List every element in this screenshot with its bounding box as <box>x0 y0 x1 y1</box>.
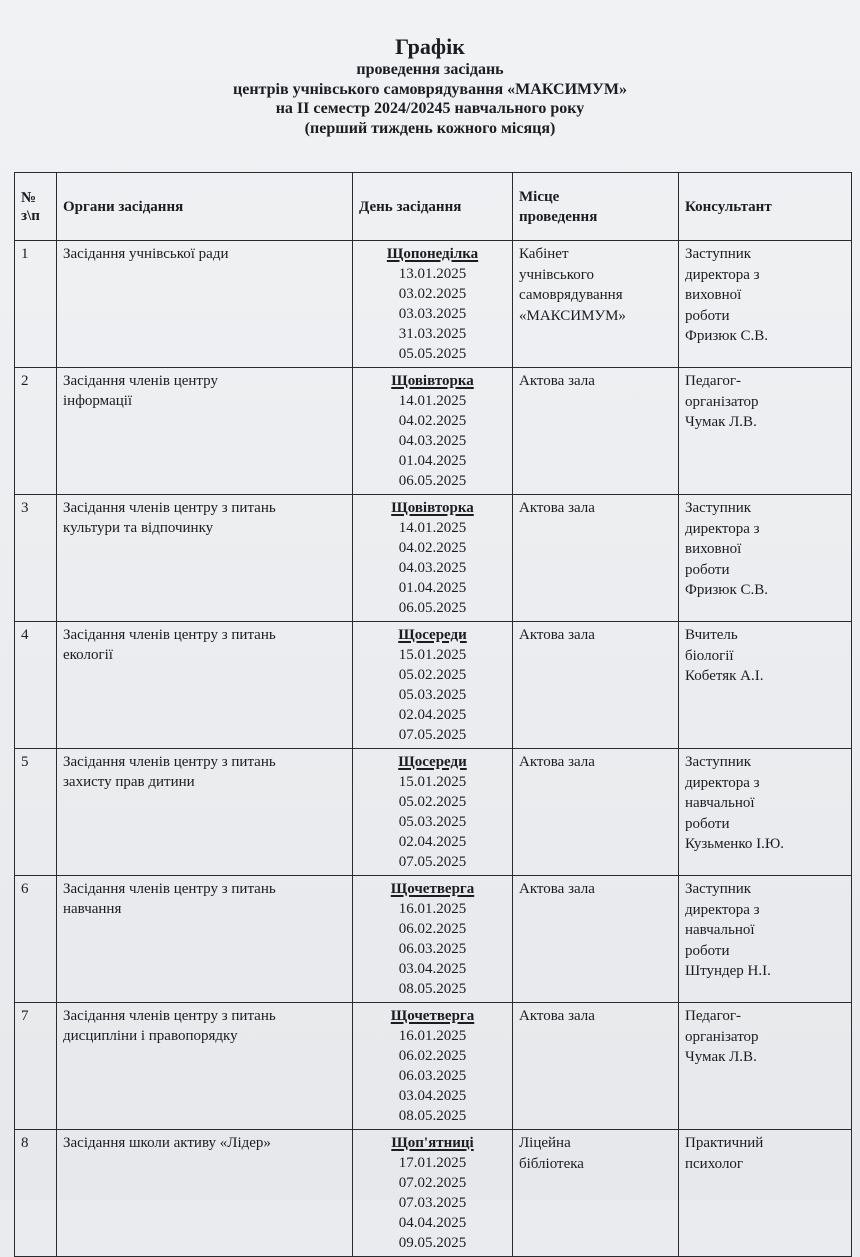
organ-cell <box>57 241 353 368</box>
meeting-date: 03.04.2025 <box>398 1088 467 1104</box>
consultant-line: директора з <box>685 901 760 918</box>
consultant-line: Кобетяк А.І. <box>685 668 764 684</box>
row-number: 4 <box>15 622 57 749</box>
consultant-cell <box>679 622 852 749</box>
place-line: Актова зала <box>519 627 595 643</box>
meeting-day-cell <box>353 1130 513 1257</box>
header-consultant: Консультант <box>679 173 852 241</box>
header-place-line: Місце <box>519 189 560 205</box>
place-line: Актова зала <box>519 373 595 389</box>
meeting-date: 08.05.2025 <box>398 981 467 997</box>
header-place <box>513 173 679 241</box>
table-row <box>15 749 852 876</box>
meeting-date: 17.01.2025 <box>398 1155 467 1171</box>
consultant-cell <box>679 368 852 495</box>
subtitle-line: на ІІ семестр 2024/20245 навчального року <box>275 100 585 117</box>
row-number: 1 <box>15 241 57 368</box>
header-number-line: з\п <box>21 208 40 224</box>
document-heading <box>0 34 860 138</box>
place-line: Актова зала <box>519 881 595 897</box>
weekday-label: Щосереди <box>398 754 467 770</box>
table-header-row <box>15 173 852 241</box>
meeting-date: 05.02.2025 <box>398 667 467 683</box>
organ-line: Засідання школи активу «Лідер» <box>63 1135 271 1151</box>
consultant-line: організатор <box>685 1028 759 1045</box>
consultant-line: виховної <box>685 287 742 303</box>
meeting-date: 05.03.2025 <box>398 814 467 830</box>
header-place-line: проведення <box>519 209 598 225</box>
organ-line: Засідання учнівської ради <box>63 246 229 262</box>
header-day: День засідання <box>353 173 513 241</box>
table-body <box>15 241 852 1257</box>
consultant-line: виховної <box>685 541 742 557</box>
meeting-date: 15.01.2025 <box>398 774 467 790</box>
meeting-date: 16.01.2025 <box>398 901 467 917</box>
consultant-line: навчальної <box>685 795 755 811</box>
place-line: «МАКСИМУМ» <box>519 307 626 324</box>
subtitle-line: центрів учнівського самоврядування «МАКСИМУМ» <box>233 80 627 98</box>
meeting-date: 04.03.2025 <box>398 433 467 449</box>
organ-line: Засідання членів центру з питань <box>63 500 276 516</box>
meeting-day-cell <box>353 368 513 495</box>
table-row <box>15 1130 852 1257</box>
meeting-date: 05.05.2025 <box>398 346 467 362</box>
consultant-line: Фризюк С.В. <box>685 582 769 598</box>
meeting-date: 05.03.2025 <box>398 687 467 703</box>
organ-cell <box>57 876 353 1003</box>
place-line: самоврядування <box>519 287 623 303</box>
meeting-date: 06.02.2025 <box>398 1048 467 1064</box>
weekday-label: Щосереди <box>398 627 467 643</box>
organ-line: екології <box>63 647 113 663</box>
meeting-date: 01.04.2025 <box>398 580 467 596</box>
consultant-line: Педагог- <box>685 1008 742 1024</box>
meeting-date: 13.01.2025 <box>398 266 467 282</box>
organ-line: дисципліни і правопорядку <box>63 1028 238 1044</box>
weekday-label: Щовівторка <box>391 500 474 516</box>
consultant-cell <box>679 1003 852 1130</box>
meeting-date: 04.04.2025 <box>398 1215 467 1231</box>
place-line: Актова зала <box>519 1008 595 1024</box>
table-row <box>15 495 852 622</box>
meeting-date: 07.05.2025 <box>398 727 467 743</box>
place-cell <box>513 1003 679 1130</box>
consultant-line: навчальної <box>685 922 755 938</box>
consultant-line: біології <box>685 647 734 664</box>
place-line: учнівського <box>519 266 595 283</box>
meeting-date: 06.05.2025 <box>398 473 467 489</box>
place-cell <box>513 368 679 495</box>
meeting-date: 03.02.2025 <box>398 286 467 302</box>
table-row <box>15 1003 852 1130</box>
organ-line: навчання <box>63 901 122 917</box>
meeting-date: 03.04.2025 <box>398 961 467 977</box>
organ-cell <box>57 495 353 622</box>
meeting-date: 14.01.2025 <box>398 393 467 409</box>
consultant-cell <box>679 495 852 622</box>
subtitle-line: (перший тиждень кожного місяця) <box>304 119 556 137</box>
consultant-cell <box>679 749 852 876</box>
meeting-date: 03.03.2025 <box>398 306 467 322</box>
meeting-date: 16.01.2025 <box>398 1028 467 1044</box>
organ-line: захисту прав дитини <box>63 774 195 790</box>
place-line: Актова зала <box>519 754 595 770</box>
meeting-date: 06.03.2025 <box>398 941 467 957</box>
meeting-day-cell <box>353 749 513 876</box>
consultant-cell <box>679 876 852 1003</box>
header-number <box>15 173 57 241</box>
meeting-date: 14.01.2025 <box>398 520 467 536</box>
consultant-line: Практичний <box>685 1135 764 1151</box>
consultant-line: Заступник <box>685 754 752 770</box>
meeting-date: 06.03.2025 <box>398 1068 467 1084</box>
table-row <box>15 368 852 495</box>
table-row <box>15 622 852 749</box>
header-organ: Органи засідання <box>57 173 353 241</box>
weekday-label: Щочетверга <box>390 1008 475 1024</box>
meeting-day-cell <box>353 495 513 622</box>
place-cell <box>513 749 679 876</box>
consultant-line: роботи <box>685 561 730 578</box>
meeting-date: 04.02.2025 <box>398 540 467 556</box>
header-number-line: № <box>21 190 37 206</box>
consultant-line: Педагог- <box>685 373 742 389</box>
organ-line: культури та відпочинку <box>63 520 214 536</box>
organ-line: Засідання членів центру <box>63 373 218 389</box>
weekday-label: Щовівторка <box>391 373 474 389</box>
schedule-table <box>14 172 852 1257</box>
place-cell <box>513 1130 679 1257</box>
place-cell <box>513 495 679 622</box>
consultant-line: роботи <box>685 815 730 832</box>
meeting-date: 04.02.2025 <box>398 413 467 429</box>
organ-line: інформації <box>63 393 133 409</box>
meeting-date: 02.04.2025 <box>398 834 467 850</box>
consultant-line: директора з <box>685 520 760 537</box>
meeting-date: 07.02.2025 <box>398 1175 467 1191</box>
meeting-day-cell <box>353 241 513 368</box>
organ-cell <box>57 622 353 749</box>
meeting-date: 07.03.2025 <box>398 1195 467 1211</box>
meeting-date: 06.02.2025 <box>398 921 467 937</box>
meeting-date: 06.05.2025 <box>398 600 467 616</box>
consultant-line: роботи <box>685 307 730 324</box>
row-number: 7 <box>15 1003 57 1130</box>
table-row <box>15 241 852 368</box>
consultant-line: Кузьменко І.Ю. <box>685 836 785 852</box>
consultant-line: Фризюк С.В. <box>685 328 769 344</box>
meeting-date: 01.04.2025 <box>398 453 467 469</box>
meeting-day-cell <box>353 622 513 749</box>
meeting-date: 05.02.2025 <box>398 794 467 810</box>
organ-line: Засідання членів центру з питань <box>63 627 276 643</box>
place-line: бібліотека <box>519 1155 584 1172</box>
meeting-day-cell <box>353 876 513 1003</box>
meeting-date: 04.03.2025 <box>398 560 467 576</box>
consultant-line: директора з <box>685 774 760 791</box>
place-line: Ліцейна <box>519 1135 571 1151</box>
meeting-date: 31.03.2025 <box>398 326 467 342</box>
organ-cell <box>57 749 353 876</box>
meeting-date: 09.05.2025 <box>398 1235 467 1251</box>
row-number: 2 <box>15 368 57 495</box>
meeting-date: 07.05.2025 <box>398 854 467 870</box>
row-number: 8 <box>15 1130 57 1257</box>
place-line: Актова зала <box>519 500 595 516</box>
weekday-label: Щопонеділка <box>386 246 479 262</box>
consultant-cell <box>679 241 852 368</box>
meeting-date: 02.04.2025 <box>398 707 467 723</box>
place-cell <box>513 241 679 368</box>
document-title: Графік <box>395 34 465 59</box>
organ-line: Засідання членів центру з питань <box>63 881 276 897</box>
organ-cell <box>57 368 353 495</box>
organ-line: Засідання членів центру з питань <box>63 1008 276 1024</box>
place-line: Кабінет <box>519 246 569 262</box>
organ-cell <box>57 1003 353 1130</box>
meeting-day-cell <box>353 1003 513 1130</box>
consultant-line: роботи <box>685 942 730 959</box>
weekday-label: Щоп'ятниці <box>391 1135 474 1151</box>
consultant-line: директора з <box>685 266 760 283</box>
row-number: 6 <box>15 876 57 1003</box>
consultant-line: організатор <box>685 393 759 410</box>
row-number: 3 <box>15 495 57 622</box>
consultant-line: психолог <box>685 1155 744 1172</box>
consultant-line: Вчитель <box>685 627 738 643</box>
place-cell <box>513 876 679 1003</box>
consultant-line: Заступник <box>685 881 752 897</box>
meeting-date: 08.05.2025 <box>398 1108 467 1124</box>
row-number: 5 <box>15 749 57 876</box>
consultant-line: Заступник <box>685 246 752 262</box>
table-row <box>15 876 852 1003</box>
organ-line: Засідання членів центру з питань <box>63 754 276 770</box>
meeting-date: 15.01.2025 <box>398 647 467 663</box>
consultant-line: Чумак Л.В. <box>685 414 757 430</box>
consultant-line: Заступник <box>685 500 752 516</box>
consultant-line: Штундер Н.І. <box>685 963 771 979</box>
organ-cell <box>57 1130 353 1257</box>
consultant-cell <box>679 1130 852 1257</box>
place-cell <box>513 622 679 749</box>
consultant-line: Чумак Л.В. <box>685 1049 757 1065</box>
weekday-label: Щочетверга <box>390 881 475 897</box>
subtitle-line: проведення засідань <box>356 61 504 78</box>
